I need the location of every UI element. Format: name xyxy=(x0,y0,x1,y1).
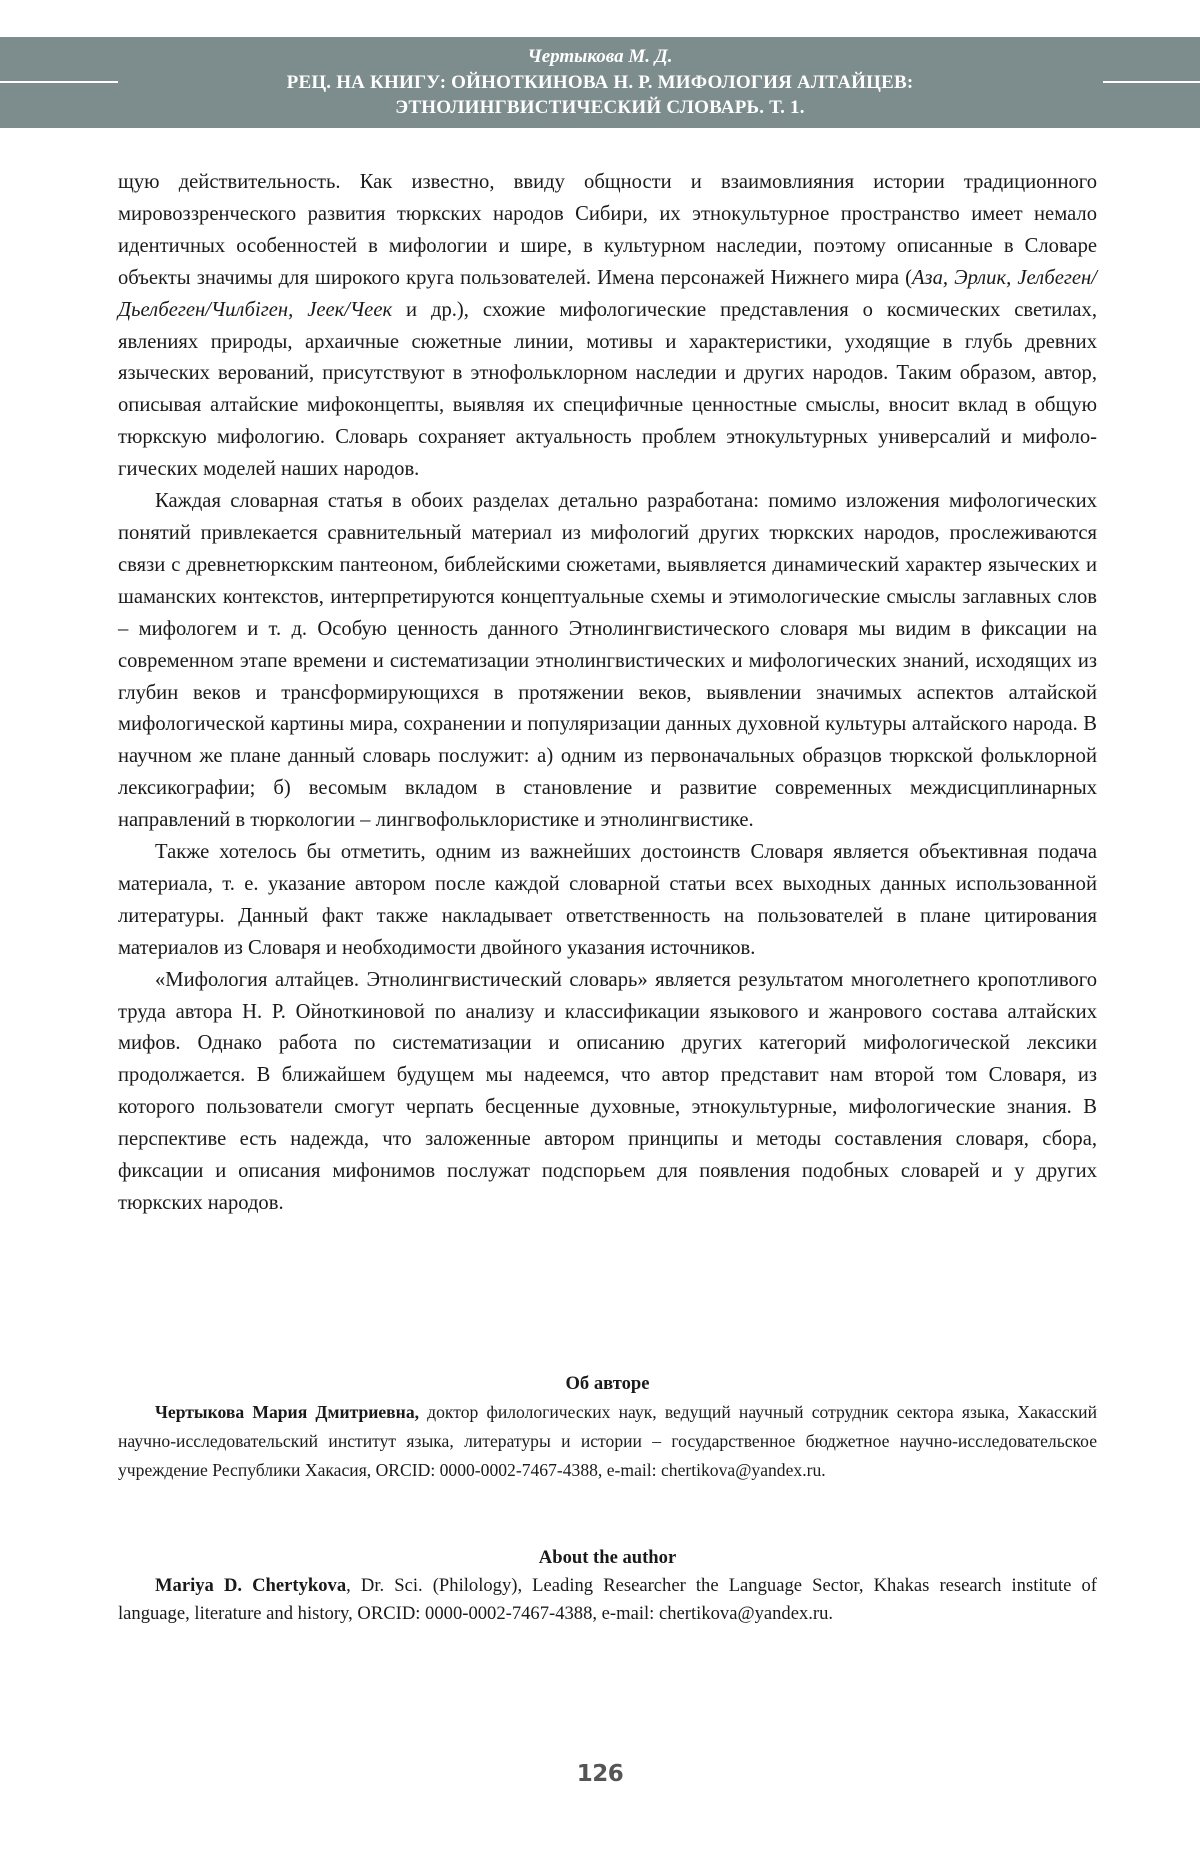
paragraph-1-italic-names: Аза, Эрлик, Јелбеген/Дьелбеген/Чилбiген, Јеек/Чеек xyxy=(118,266,1097,321)
paragraph-1 xyxy=(118,167,1097,486)
article-body xyxy=(118,167,1097,1220)
running-header xyxy=(0,37,1200,128)
paragraph-1-part-a: щую действительность. Как известно, ввиду общности и взаимовлияния истории традиционного мировоззренческого развития тюркских народов Сибири, их этнокультурное пространство имеет немало идентичных особенностей в мифологии и шире, в культурном наследии, поэтому описанные в Словаре объекты значимы для широкого круга пользователей. Имена персонажей Нижнего мира ( xyxy=(118,171,1097,289)
about-author-ru-name: Чертыкова Мария Дмитриевна, xyxy=(155,1402,420,1422)
page-number: 126 xyxy=(576,1761,624,1787)
about-author-en xyxy=(118,1543,1097,1628)
about-author-ru xyxy=(118,1369,1097,1485)
about-author-en-name: Mariya D. Chertykova xyxy=(155,1575,347,1596)
about-author-ru-heading: Об авторе xyxy=(565,1373,650,1394)
about-author-en-details: , Dr. Sci. (Philology), Leading Researcher the Language Sector, Khakas research institute of language, literature and history, ORCID: 0000-0002-7467-4388, e-mail: chertikova@yandex.ru. xyxy=(118,1575,1097,1624)
paragraph-3: Также хотелось бы отметить, одним из важнейших достоинств Словаря является объективная подача материала, т. е. указание автором после каждой словарной статьи всех выходных данных использованной литературы. Данный факт также накладывает ответственность на пользователей в плане цитирования материалов из Словаря и необходимости двойного указания источников. xyxy=(118,841,1097,959)
paragraph-4: «Мифология алтайцев. Этнолингвистический словарь» является результатом многолетнего кропотливого труда автора Н. Р. Ойноткиновой по анализу и классификации языкового и жанрового состава алтайских мифов. Однако работа по систематизации и описанию других категорий мифологической лексики продолжается. В ближайшем будущем мы надеемся, что автор представит нам второй том Словаря, из которого пользователи смогут черпать бесценные духовные, этнокультурные, мифологические знания. В перспективе есть надежда, что заложенные автором принципы и методы составления словаря, сбора, фиксации и описания мифонимов послужат подспорьем для появления подобных словарей и у других тюркских народов. xyxy=(118,968,1097,1214)
paragraph-2: Каждая словарная статья в обоих разделах детально разработана: помимо изложения мифологических понятий привлекается сравнительный материал из мифологий других тюркских народов, прослеживаются связи с древнетюркским пантеоном, библейскими сюжетами, выявляется динамический характер языческих и шаманских контекстов, интерпретируются концептуальные схемы и этимологические смыслы заглавных слов – мифологем и т. д. Особую ценность данного Этнолингвистического словаря мы видим в фиксации на современном этапе времени и систематизации этнолингвистических и мифологических знаний, исходящих из глубин веков и трансформирующихся в протяжении веков, выявлении значимых аспектов алтайской мифологической картины мира, сохранении и популяризации данных духовной культуры алтайского народа. В научном же плане данный словарь послужит: а) одним из первоначальных образцов тюркской фольклорной лексикографии; б) весомым вкладом в становление и развитие современных междисциплинарных направлений в тюркологии – лингвофольклористике и этнолингвистике. xyxy=(118,490,1097,832)
about-author-en-text xyxy=(118,1572,1097,1628)
header-author: Чертыкова М. Д. xyxy=(527,46,673,67)
header-title-line-2: ЭТНОЛИНГВИСТИЧЕСКИЙ СЛОВАРЬ. Т. 1. xyxy=(395,97,805,118)
about-author-ru-text xyxy=(118,1398,1097,1485)
paragraph-1-part-b: и др.), схожие мифологические представления о космических светилах, явлениях природы, архаичные сюжетные линии, мотивы и характеристики, уходящие в глубь древних языческих верований, присутствуют в этнофольклорном наследии и других народов. Таким образом, автор, описывая алтайские мифоконцепты, выявляя их специфичные ценностные смыслы, вносит вклад в общую тюркскую мифологию. Словарь сохраняет актуальность проблем этнокультурных универсалий и мифологических моделей наших народов. xyxy=(118,298,1097,481)
about-author-en-heading: About the author xyxy=(538,1547,677,1568)
header-title-line-1: РЕЦ. НА КНИГУ: ОЙНОТКИНОВА Н. Р. МИФОЛОГИЯ АЛТАЙЦЕВ: xyxy=(286,72,914,93)
about-author-ru-details: доктор филологических наук, ведущий научный сотрудник сектора языка, Хакасский научно-исследовательский институт языка, литературы и истории – государственное бюджетное научно-исследовательское учреждение Республики Хакасия, ORCID: 0000-0002-7467-4388, e-mail: chertikova@yandex.ru. xyxy=(118,1402,1097,1480)
